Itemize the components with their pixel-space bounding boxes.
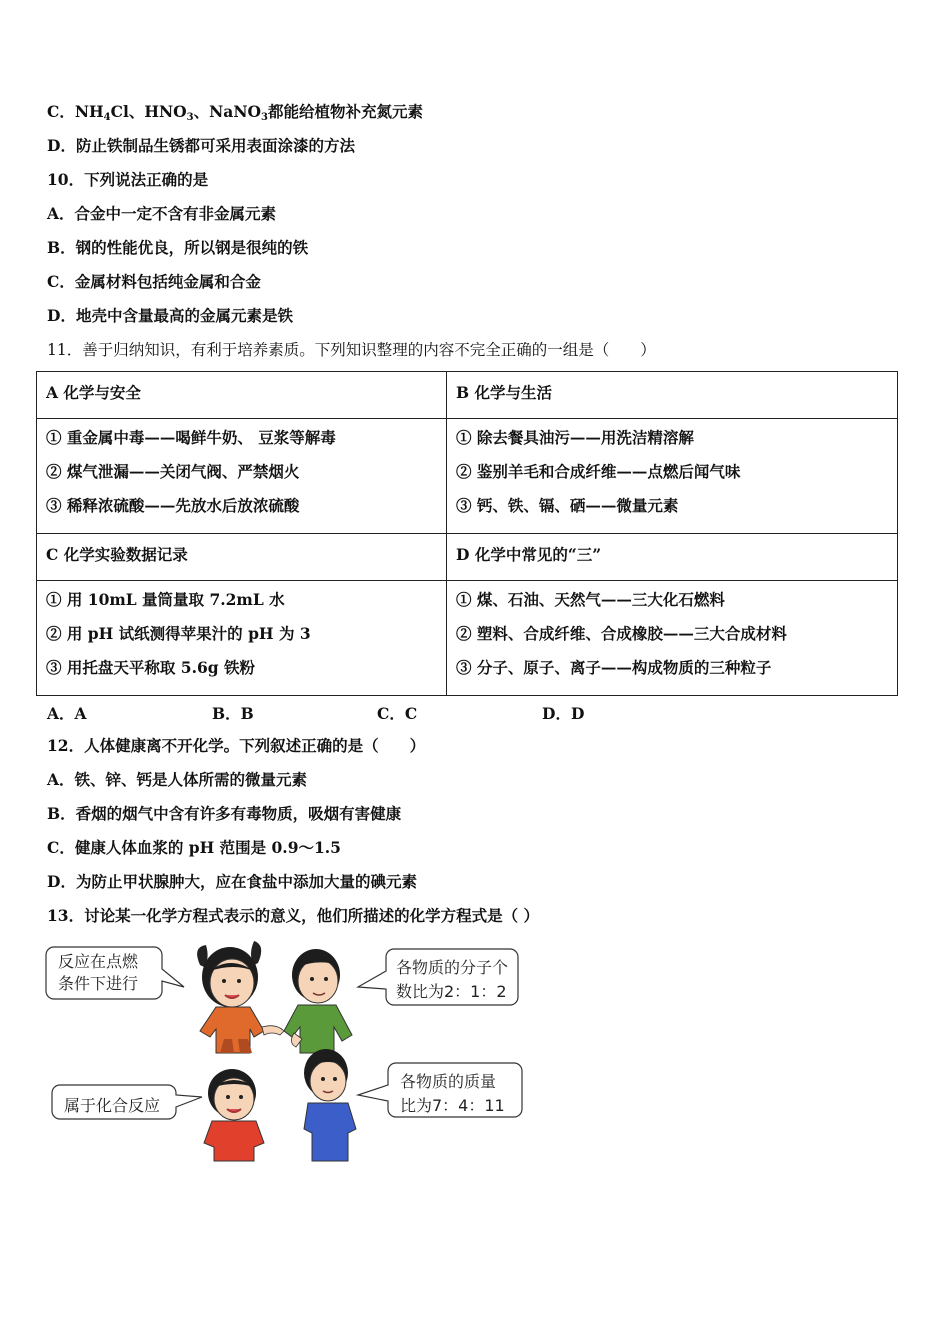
c-item-2: ② 用 pH 试纸测得苹果汁的 pH 为 3 — [46, 624, 311, 643]
q12-option-b: B．香烟的烟气中含有许多有毒物质，吸烟有害健康 — [47, 804, 402, 823]
bubble-4-line-1: 各物质的质量 — [400, 1072, 497, 1091]
boy-red-shirt-figure — [204, 1069, 264, 1161]
q11-stem: 11．善于归纳知识，有利于培养素质。下列知识整理的内容不完全正确的一组是（ ） — [47, 341, 656, 359]
bubble-1-line-2: 条件下进行 — [58, 974, 139, 993]
boy-green-shirt-figure — [284, 949, 352, 1053]
q11-choice-b[interactable]: B．B — [212, 704, 254, 723]
speech-bubble-1 — [46, 947, 184, 999]
cell-d-items — [447, 581, 898, 696]
q10-option-a: A．合金中一定不含有非金属元素 — [47, 204, 277, 223]
cell-c-title: C 化学实验数据记录 — [37, 534, 447, 581]
cell-b-title: B 化学与生活 — [447, 372, 898, 419]
cell-a-items — [37, 419, 447, 534]
q10-option-b: B．钢的性能优良，所以钢是很纯的铁 — [47, 238, 309, 257]
d-item-1: ① 煤、石油、天然气——三大化石燃料 — [456, 590, 725, 609]
q11-choice-c[interactable]: C．C — [377, 704, 418, 723]
q10-option-c: C．金属材料包括纯金属和合金 — [47, 272, 261, 291]
b-item-2: ② 鉴别羊毛和合成纤维——点燃后闻气味 — [456, 462, 741, 481]
bubble-4-line-2: 比为7：4：11 — [400, 1096, 505, 1115]
q12-stem: 12．人体健康离不开化学。下列叙述正确的是（ ） — [47, 736, 426, 755]
d-item-2: ② 塑料、合成纤维、合成橡胶——三大合成材料 — [456, 624, 787, 643]
boy-blue-shirt-figure — [304, 1049, 356, 1161]
c-item-1: ① 用 10mL 量筒量取 7.2mL 水 — [46, 590, 285, 609]
q9-option-c: C．$NH_4Cl$、$HNO_3$、NaNO$_3$都能给植物补充氮元素 — [47, 102, 424, 123]
q12-option-c: C．健康人体血浆的 pH 范围是 0.9～1.5 — [47, 838, 341, 857]
q12-option-a: A．铁、锌、钙是人体所需的微量元素 — [47, 770, 308, 789]
d-item-3: ③ 分子、原子、离子——构成物质的三种粒子 — [456, 658, 772, 677]
a-item-2: ② 煤气泄漏——关闭气阀、严禁烟火 — [46, 462, 300, 481]
c-item-3: ③ 用托盘天平称取 5.6g 铁粉 — [46, 658, 255, 677]
q11-knowledge-table — [36, 371, 898, 696]
bubble-2-line-2: 数比为2：1：2 — [396, 982, 507, 1001]
cell-b-items — [447, 419, 898, 534]
speech-bubble-2 — [358, 949, 518, 1005]
b-item-1: ① 除去餐具油污——用洗洁精溶解 — [456, 428, 694, 447]
bubble-1-line-1: 反应在点燃 — [58, 952, 139, 971]
b-item-3: ③ 钙、铁、镉、硒——微量元素 — [456, 496, 679, 515]
a-item-1: ① 重金属中毒——喝鲜牛奶、 豆浆等解毒 — [46, 428, 336, 447]
q13-stem: 13．讨论某一化学方程式表示的意义，他们所描述的化学方程式是（ ） — [47, 906, 539, 925]
q13-discussion-illustration — [40, 935, 530, 1165]
q11-choices — [47, 702, 647, 722]
cell-c-items — [37, 581, 447, 696]
q11-choice-d[interactable]: D．D — [542, 704, 585, 723]
cell-d-title: D 化学中常见的“三” — [447, 534, 898, 581]
q9-option-d: D．防止铁制品生锈都可采用表面涂漆的方法 — [47, 136, 355, 155]
speech-bubble-3 — [52, 1085, 202, 1119]
q12-option-d: D．为防止甲状腺肿大，应在食盐中添加大量的碘元素 — [47, 872, 417, 891]
a-item-3: ③ 稀释浓硫酸——先放水后放浓硫酸 — [46, 496, 300, 515]
girl-figure — [197, 941, 284, 1053]
speech-bubble-4 — [358, 1063, 522, 1117]
q10-option-d: D．地壳中含量最高的金属元素是铁 — [47, 306, 293, 325]
q10-stem: 10．下列说法正确的是 — [47, 170, 209, 189]
bubble-3-text: 属于化合反应 — [64, 1096, 161, 1115]
q11-choice-a[interactable]: A．A — [47, 704, 87, 723]
bubble-2-line-1: 各物质的分子个 — [396, 958, 509, 977]
cell-a-title: A 化学与安全 — [37, 372, 447, 419]
